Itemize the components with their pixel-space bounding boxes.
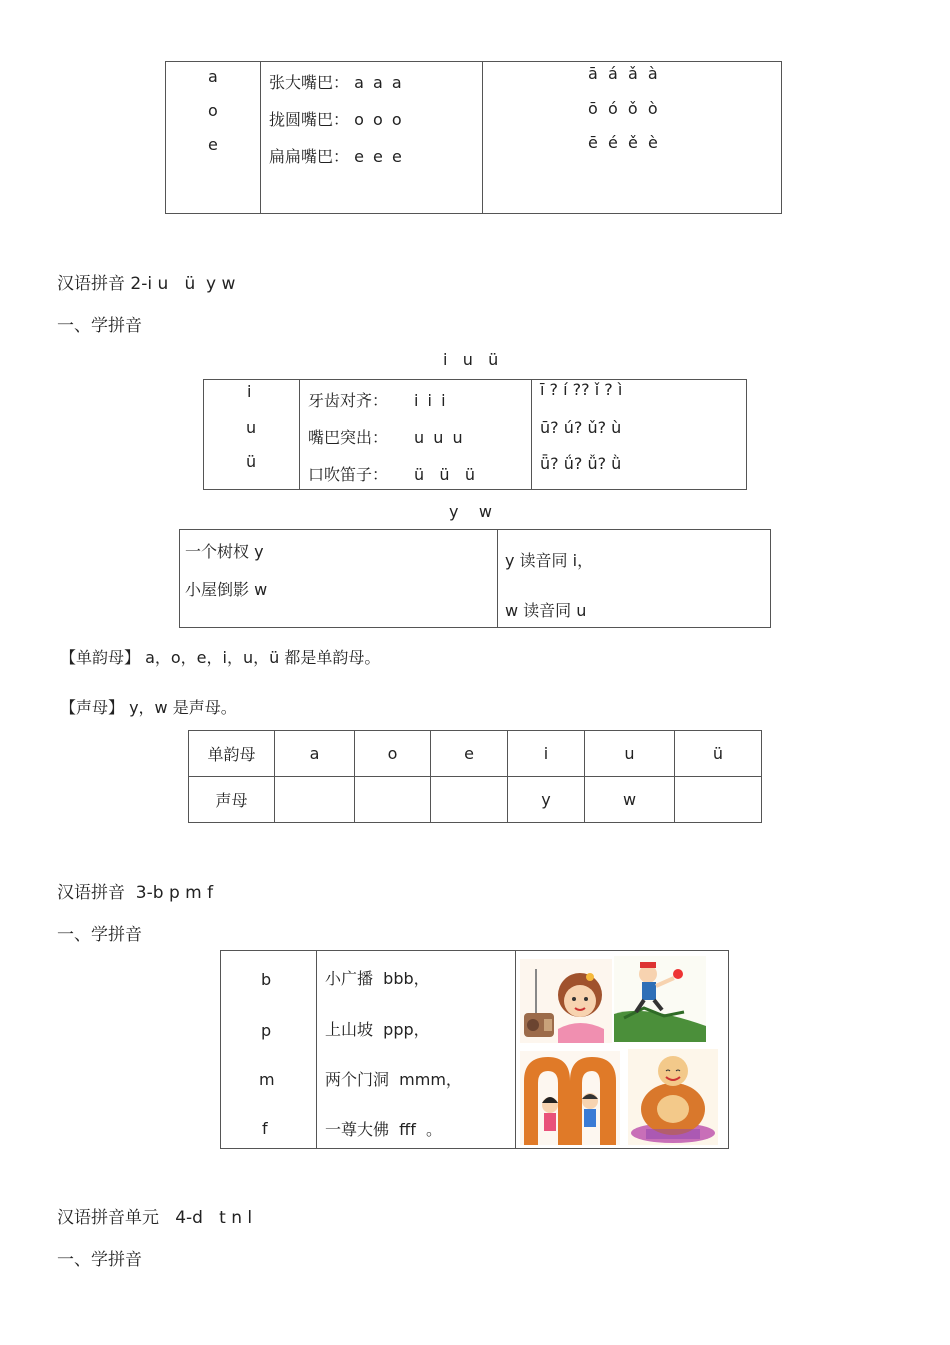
- tone-line: ā á ǎ à: [588, 64, 658, 83]
- unit2-letter-cell: [204, 380, 300, 490]
- unit3-section: 一、学拼音: [57, 925, 142, 945]
- unit2-caption-yw: y w: [449, 502, 492, 521]
- letter-u: u: [246, 418, 257, 437]
- final-cell: e: [431, 731, 508, 777]
- unit2-yw-table: [179, 529, 771, 628]
- final-cell: o: [355, 731, 431, 777]
- final-cell: ü: [675, 731, 762, 777]
- yw-mnemonic-y: 一个树杈 y: [185, 542, 264, 561]
- unit2-caption-iu: i u ü: [443, 350, 499, 369]
- chant-line: 牙齿对齐： i i i: [308, 391, 448, 410]
- letter-f: f: [262, 1119, 268, 1138]
- final-cell: a: [275, 731, 355, 777]
- yw-reading-y: y 读音同 i，: [505, 551, 594, 570]
- chant-line: 上山坡 ppp，: [325, 1020, 430, 1039]
- row-head-initials: 声母: [189, 777, 275, 823]
- chant-line: 张大嘴巴： a a a: [269, 73, 404, 92]
- buddha-illustration: [628, 1049, 718, 1145]
- yw-right-cell: [498, 530, 771, 628]
- initial-cell: [675, 777, 762, 823]
- initial-cell: y: [508, 777, 585, 823]
- unit1-letter-cell: [166, 62, 261, 214]
- tone-line: ō ó ǒ ò: [588, 99, 658, 118]
- unit3-picture-cell: [516, 951, 729, 1149]
- boy-climbing-illustration: [614, 956, 706, 1042]
- note-single-finals: 【单韵母】 a，o，e，i，u，ü 都是单韵母。: [60, 648, 381, 667]
- tone-line: ī ? í ?? ǐ ? ì: [540, 380, 623, 399]
- chant-line: 两个门洞 mmm，: [325, 1070, 462, 1089]
- unit3-chant-cell: [317, 951, 516, 1149]
- unit2-chant-cell: [300, 380, 532, 490]
- letter-v: ü: [246, 452, 257, 471]
- finals-initials-table: [188, 730, 762, 823]
- initial-cell: [355, 777, 431, 823]
- row-head-finals: 单韵母: [189, 731, 275, 777]
- chant-line: 口吹笛子： ü ü ü: [308, 465, 475, 484]
- unit1-table: [165, 61, 782, 214]
- unit4-section: 一、学拼音: [57, 1250, 142, 1270]
- chant-line: 拢圆嘴巴： o o o: [269, 110, 404, 129]
- initial-cell: [431, 777, 508, 823]
- unit2-iuv-table: [203, 379, 747, 490]
- chant-line: 扁扁嘴巴： e e e: [269, 147, 404, 166]
- tone-line: ǖ? ǘ? ǚ? ǜ: [540, 454, 622, 473]
- tone-line: ē é ě è: [588, 133, 658, 152]
- yw-left-cell: [180, 530, 498, 628]
- unit3-letter-cell: [221, 951, 317, 1149]
- two-kids-arch-illustration: [520, 1051, 620, 1145]
- chant-line: 小广播 bbb，: [325, 969, 430, 988]
- unit2-section: 一、学拼音: [57, 316, 142, 336]
- yw-mnemonic-w: 小屋倒影 w: [185, 580, 268, 599]
- unit1-tone-cell: [483, 62, 782, 214]
- unit1-chant-cell: [261, 62, 483, 214]
- letter-b: b: [261, 970, 272, 989]
- unit2-title: 汉语拼音 2-i u ü y w: [57, 274, 236, 294]
- note-initials: 【声母】 y，w 是声母。: [60, 698, 237, 717]
- letter-o: o: [208, 101, 218, 120]
- letter-p: p: [261, 1021, 272, 1040]
- final-cell: u: [585, 731, 675, 777]
- unit3-table: [220, 950, 729, 1149]
- final-cell: i: [508, 731, 585, 777]
- chant-line: 一尊大佛 fff 。: [325, 1120, 443, 1139]
- letter-m: m: [259, 1070, 275, 1089]
- girl-radio-illustration: [520, 959, 612, 1043]
- letter-e: e: [208, 135, 218, 154]
- chant-line: 嘴巴突出： u u u: [308, 428, 465, 447]
- initial-cell: [275, 777, 355, 823]
- unit2-tone-cell: [532, 380, 747, 490]
- yw-reading-w: w 读音同 u: [505, 601, 587, 620]
- initial-cell: w: [585, 777, 675, 823]
- tone-line: ū? ú? ǔ? ù: [540, 418, 622, 437]
- unit3-title: 汉语拼音 3-b p m f: [57, 883, 214, 903]
- unit4-title: 汉语拼音单元 4-d t n l: [57, 1208, 253, 1228]
- letter-a: a: [208, 67, 218, 86]
- letter-i: i: [247, 382, 252, 401]
